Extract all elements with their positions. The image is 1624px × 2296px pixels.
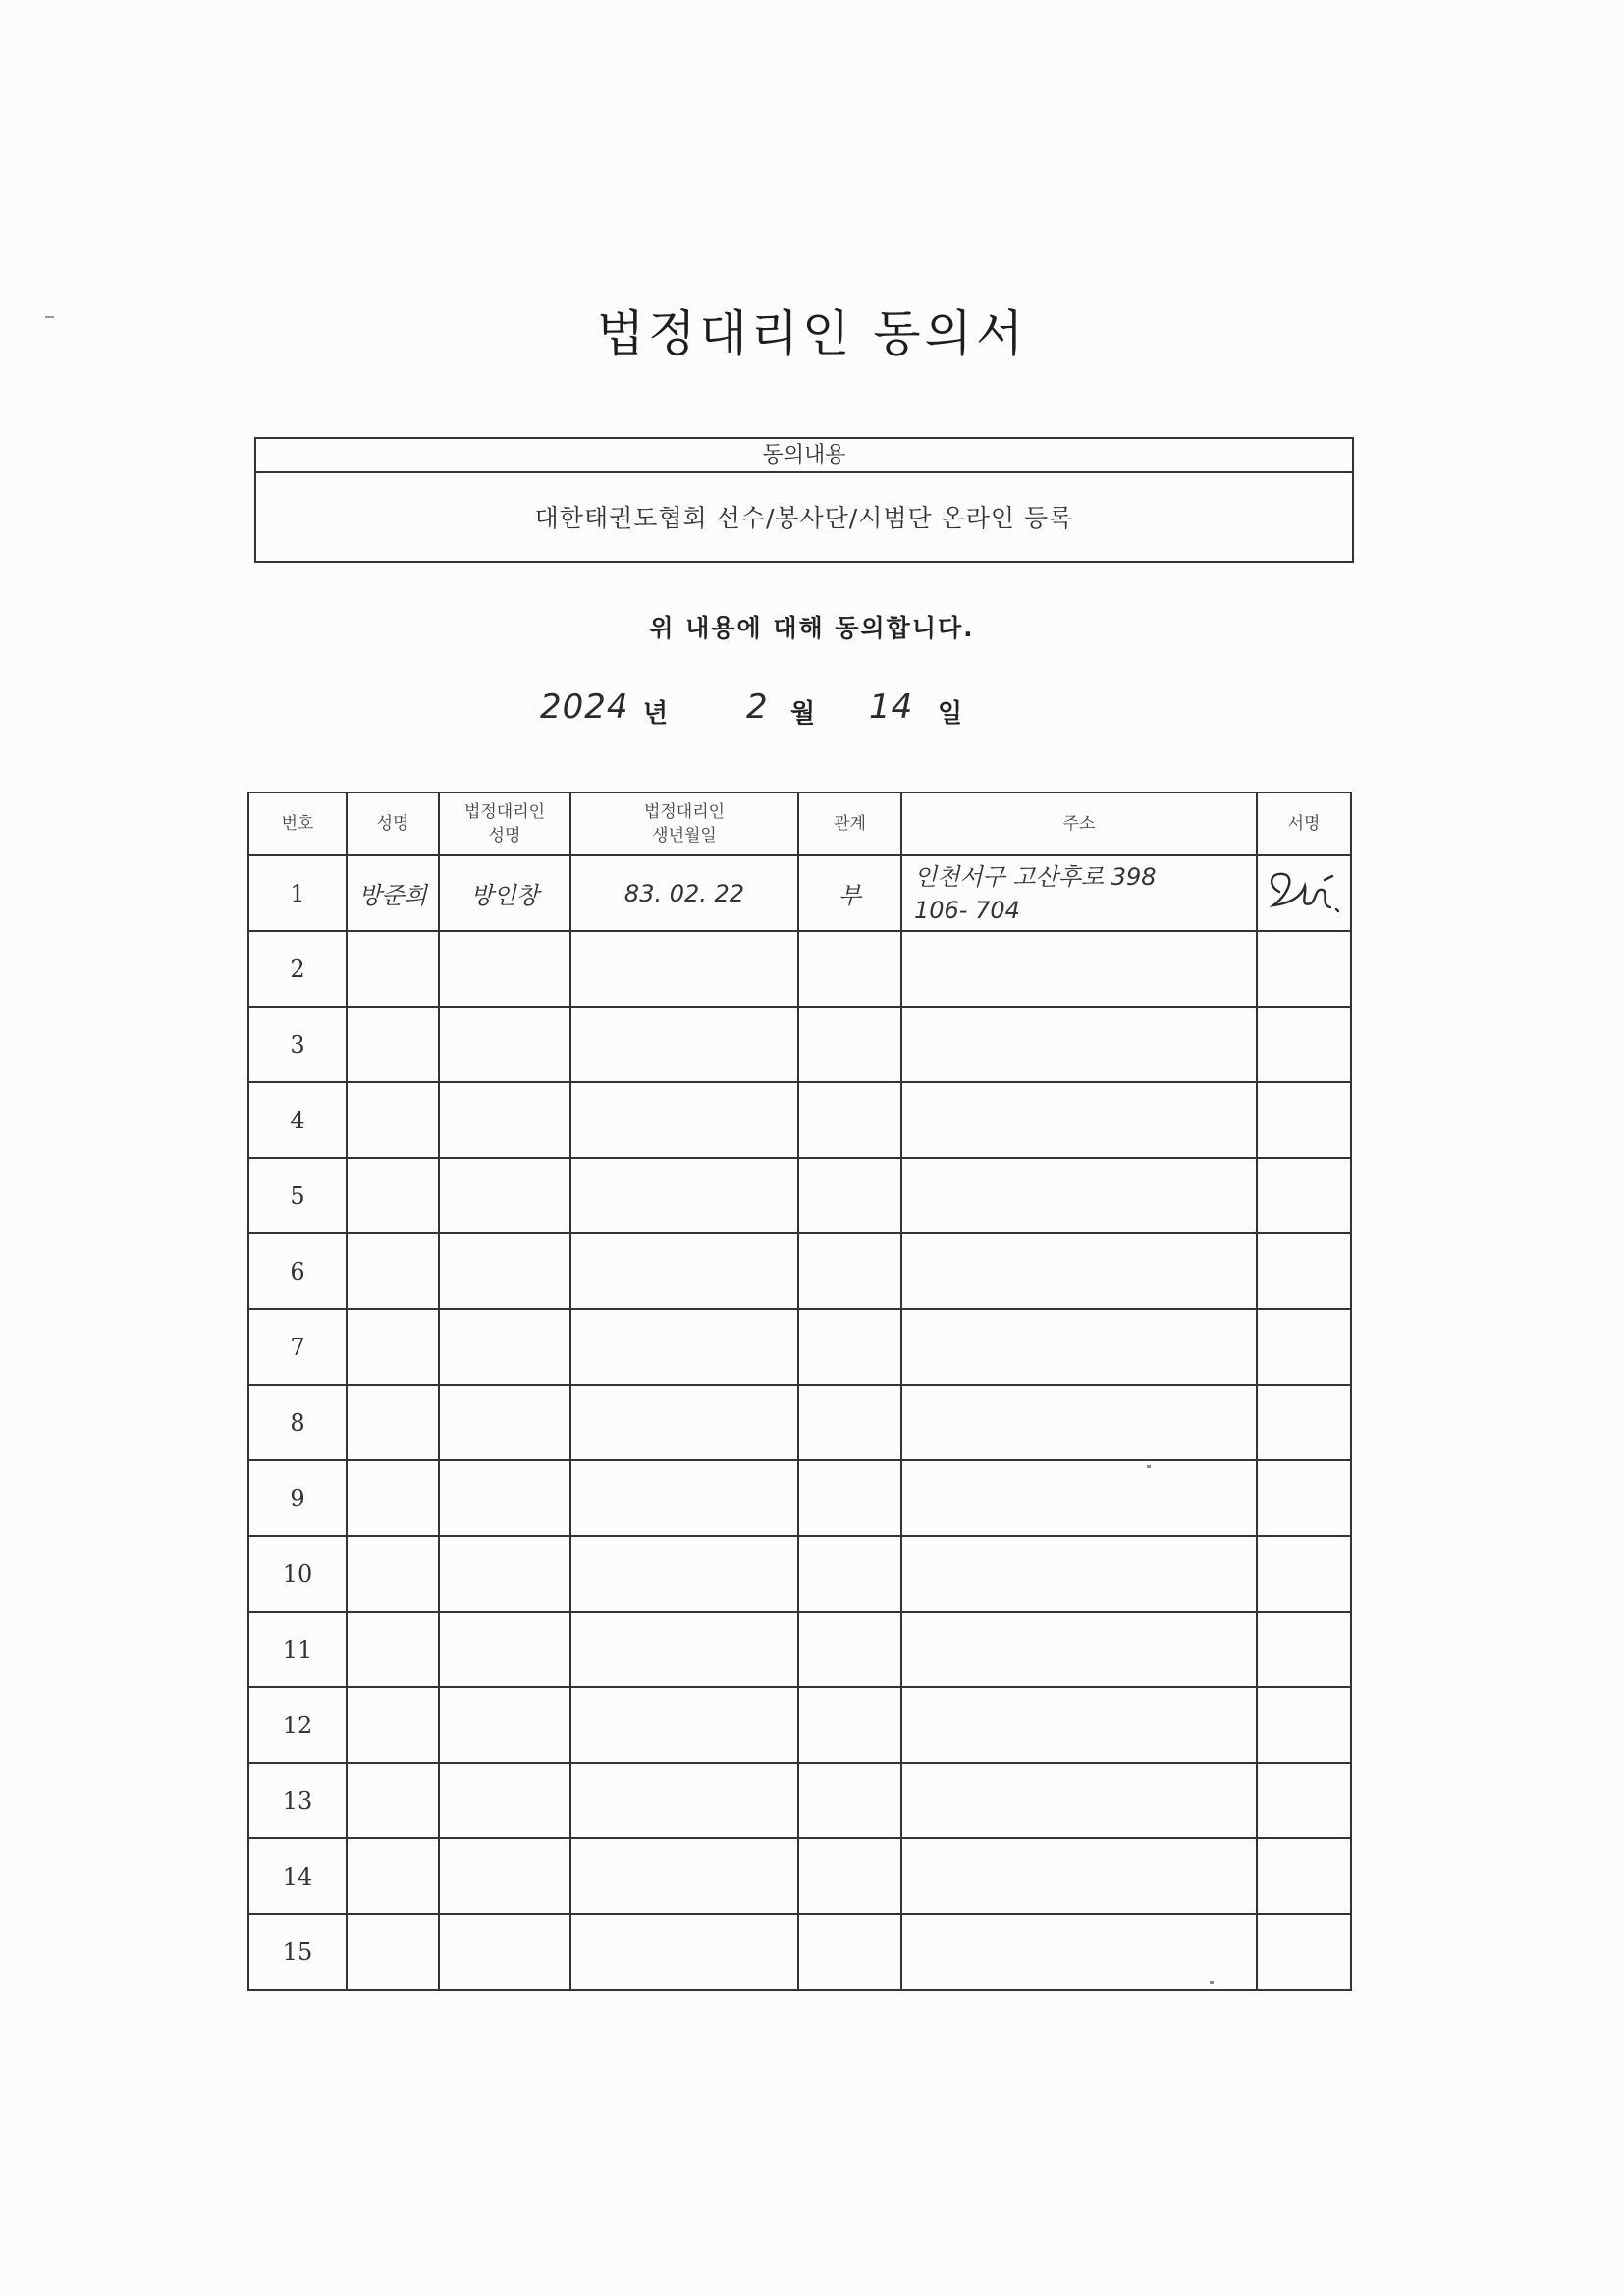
row-number: 13 — [248, 1763, 347, 1838]
table-row — [248, 1158, 1351, 1233]
header-guardian-birth — [570, 793, 798, 855]
row-signature — [1257, 1233, 1351, 1309]
header-number: 번호 — [248, 793, 347, 855]
table-row — [248, 931, 1351, 1007]
date-day: 14 — [869, 687, 914, 727]
document-title: 법정대리인 동의서 — [596, 305, 1028, 362]
row-guardian-name — [439, 1838, 570, 1914]
row-guardian-name — [439, 1687, 570, 1763]
row-signature — [1257, 1536, 1351, 1612]
row-address — [901, 931, 1257, 1007]
row-guardian-name: 방인창 — [439, 855, 570, 931]
table-row — [248, 1460, 1351, 1536]
row-relation — [798, 1385, 901, 1460]
row-signature — [1257, 1763, 1351, 1838]
row-signature — [1257, 1158, 1351, 1233]
row-number: 3 — [248, 1007, 347, 1082]
row-guardian-name — [439, 1007, 570, 1082]
date-year-label: 년 — [643, 699, 669, 729]
row-relation — [798, 1082, 901, 1158]
header-guardian-name — [439, 793, 570, 855]
row-number: 2 — [248, 931, 347, 1007]
row-relation — [798, 1763, 901, 1838]
row-number: 15 — [248, 1914, 347, 1990]
row-number: 9 — [248, 1460, 347, 1536]
table-row — [248, 1763, 1351, 1838]
row-guardian-birth — [570, 1612, 798, 1687]
header-guardian-name-line2: 성명 — [488, 826, 521, 846]
row-guardian-birth — [570, 1914, 798, 1990]
row-guardian-birth: 83. 02. 22 — [570, 855, 798, 931]
row-guardian-name — [439, 1385, 570, 1460]
row-guardian-name — [439, 1536, 570, 1612]
row-signature — [1257, 1914, 1351, 1990]
row-number: 5 — [248, 1158, 347, 1233]
header-guardian-name-line1: 법정대리인 — [463, 802, 546, 822]
agreement-statement: 위 내용에 대해 동의합니다. — [649, 614, 975, 642]
row-address — [901, 1309, 1257, 1385]
row-guardian-birth — [570, 1838, 798, 1914]
row-name — [347, 1309, 439, 1385]
row-relation — [798, 1687, 901, 1763]
row-guardian-birth — [570, 1082, 798, 1158]
row-relation — [798, 1233, 901, 1309]
row-relation — [798, 1914, 901, 1990]
row-name — [347, 1233, 439, 1309]
row-address — [901, 1007, 1257, 1082]
handwritten-signature — [1260, 864, 1348, 923]
row-number: 12 — [248, 1687, 347, 1763]
row-guardian-name — [439, 1763, 570, 1838]
row-signature — [1257, 1385, 1351, 1460]
row-address — [901, 855, 1257, 931]
row-name — [347, 1838, 439, 1914]
row-signature — [1257, 1612, 1351, 1687]
row-signature — [1257, 1838, 1351, 1914]
row-guardian-birth — [570, 1536, 798, 1612]
row-address — [901, 1763, 1257, 1838]
row-signature — [1257, 1460, 1351, 1536]
consent-box — [254, 437, 1354, 563]
row-name — [347, 1687, 439, 1763]
row-address — [901, 1838, 1257, 1914]
row-name — [347, 1914, 439, 1990]
table-row — [248, 1082, 1351, 1158]
registration-table — [247, 792, 1352, 1991]
row-number: 1 — [248, 855, 347, 931]
header-signature: 서명 — [1257, 793, 1351, 855]
row-relation — [798, 1536, 901, 1612]
scan-speck — [1210, 1981, 1214, 1984]
row-address — [901, 1385, 1257, 1460]
table-row — [248, 1309, 1351, 1385]
table-row — [248, 1536, 1351, 1612]
row-signature — [1257, 1007, 1351, 1082]
row-address — [901, 1914, 1257, 1990]
date-line — [530, 687, 1041, 737]
consent-header: 동의내용 — [256, 439, 1352, 473]
row-relation — [798, 1838, 901, 1914]
row-guardian-birth — [570, 1158, 798, 1233]
row-address — [901, 1687, 1257, 1763]
table-header-row — [248, 793, 1351, 855]
row-name — [347, 1460, 439, 1536]
row-name — [347, 1612, 439, 1687]
row-address — [901, 1158, 1257, 1233]
row-name — [347, 1007, 439, 1082]
date-month-label: 월 — [790, 699, 816, 729]
date-month: 2 — [746, 687, 769, 727]
row-address — [901, 1082, 1257, 1158]
row-relation: 부 — [798, 855, 901, 931]
row-number: 6 — [248, 1233, 347, 1309]
row-number: 4 — [248, 1082, 347, 1158]
row-guardian-birth — [570, 1233, 798, 1309]
row-guardian-name — [439, 1914, 570, 1990]
table-row — [248, 1914, 1351, 1990]
row-address-line1: 인천서구 고산후로 398 — [914, 862, 1157, 891]
row-relation — [798, 1158, 901, 1233]
row-guardian-birth — [570, 1687, 798, 1763]
row-name — [347, 1763, 439, 1838]
row-signature — [1257, 1082, 1351, 1158]
scan-speck — [1147, 1465, 1151, 1468]
row-number: 11 — [248, 1612, 347, 1687]
table-row — [248, 1687, 1351, 1763]
row-name — [347, 1536, 439, 1612]
row-address-line2: 106- 704 — [914, 896, 1020, 924]
row-guardian-name — [439, 931, 570, 1007]
table-row — [248, 855, 1351, 931]
table-row — [248, 1007, 1351, 1082]
row-relation — [798, 1309, 901, 1385]
row-guardian-name — [439, 1233, 570, 1309]
row-number: 14 — [248, 1838, 347, 1914]
table-row — [248, 1838, 1351, 1914]
row-guardian-name — [439, 1082, 570, 1158]
table-row — [248, 1385, 1351, 1460]
row-number: 8 — [248, 1385, 347, 1460]
table-row — [248, 1612, 1351, 1687]
row-guardian-name — [439, 1158, 570, 1233]
header-guardian-birth-line2: 생년월일 — [652, 826, 717, 846]
row-relation — [798, 1612, 901, 1687]
row-guardian-name — [439, 1460, 570, 1536]
row-name — [347, 931, 439, 1007]
table-row — [248, 1233, 1351, 1309]
row-address — [901, 1460, 1257, 1536]
row-guardian-birth — [570, 931, 798, 1007]
row-number: 10 — [248, 1536, 347, 1612]
row-relation — [798, 1460, 901, 1536]
row-signature — [1257, 1309, 1351, 1385]
row-relation — [798, 1007, 901, 1082]
header-address: 주소 — [901, 793, 1257, 855]
row-address — [901, 1536, 1257, 1612]
header-guardian-birth-line1: 법정대리인 — [643, 802, 726, 822]
row-guardian-birth — [570, 1007, 798, 1082]
row-signature — [1257, 855, 1351, 931]
date-year: 2024 — [540, 687, 629, 727]
consent-text: 대한태권도협회 선수/봉사단/시범단 온라인 등록 — [534, 504, 1074, 532]
row-name: 방준희 — [347, 855, 439, 931]
row-signature — [1257, 1687, 1351, 1763]
row-guardian-name — [439, 1612, 570, 1687]
header-relation: 관계 — [798, 793, 901, 855]
row-name — [347, 1385, 439, 1460]
row-guardian-birth — [570, 1460, 798, 1536]
header-name: 성명 — [347, 793, 439, 855]
row-signature — [1257, 931, 1351, 1007]
row-relation — [798, 931, 901, 1007]
row-name — [347, 1082, 439, 1158]
row-name — [347, 1158, 439, 1233]
row-number: 7 — [248, 1309, 347, 1385]
date-day-label: 일 — [938, 699, 963, 729]
row-address — [901, 1233, 1257, 1309]
row-guardian-birth — [570, 1309, 798, 1385]
row-address — [901, 1612, 1257, 1687]
row-guardian-name — [439, 1309, 570, 1385]
row-guardian-birth — [570, 1385, 798, 1460]
row-guardian-birth — [570, 1763, 798, 1838]
